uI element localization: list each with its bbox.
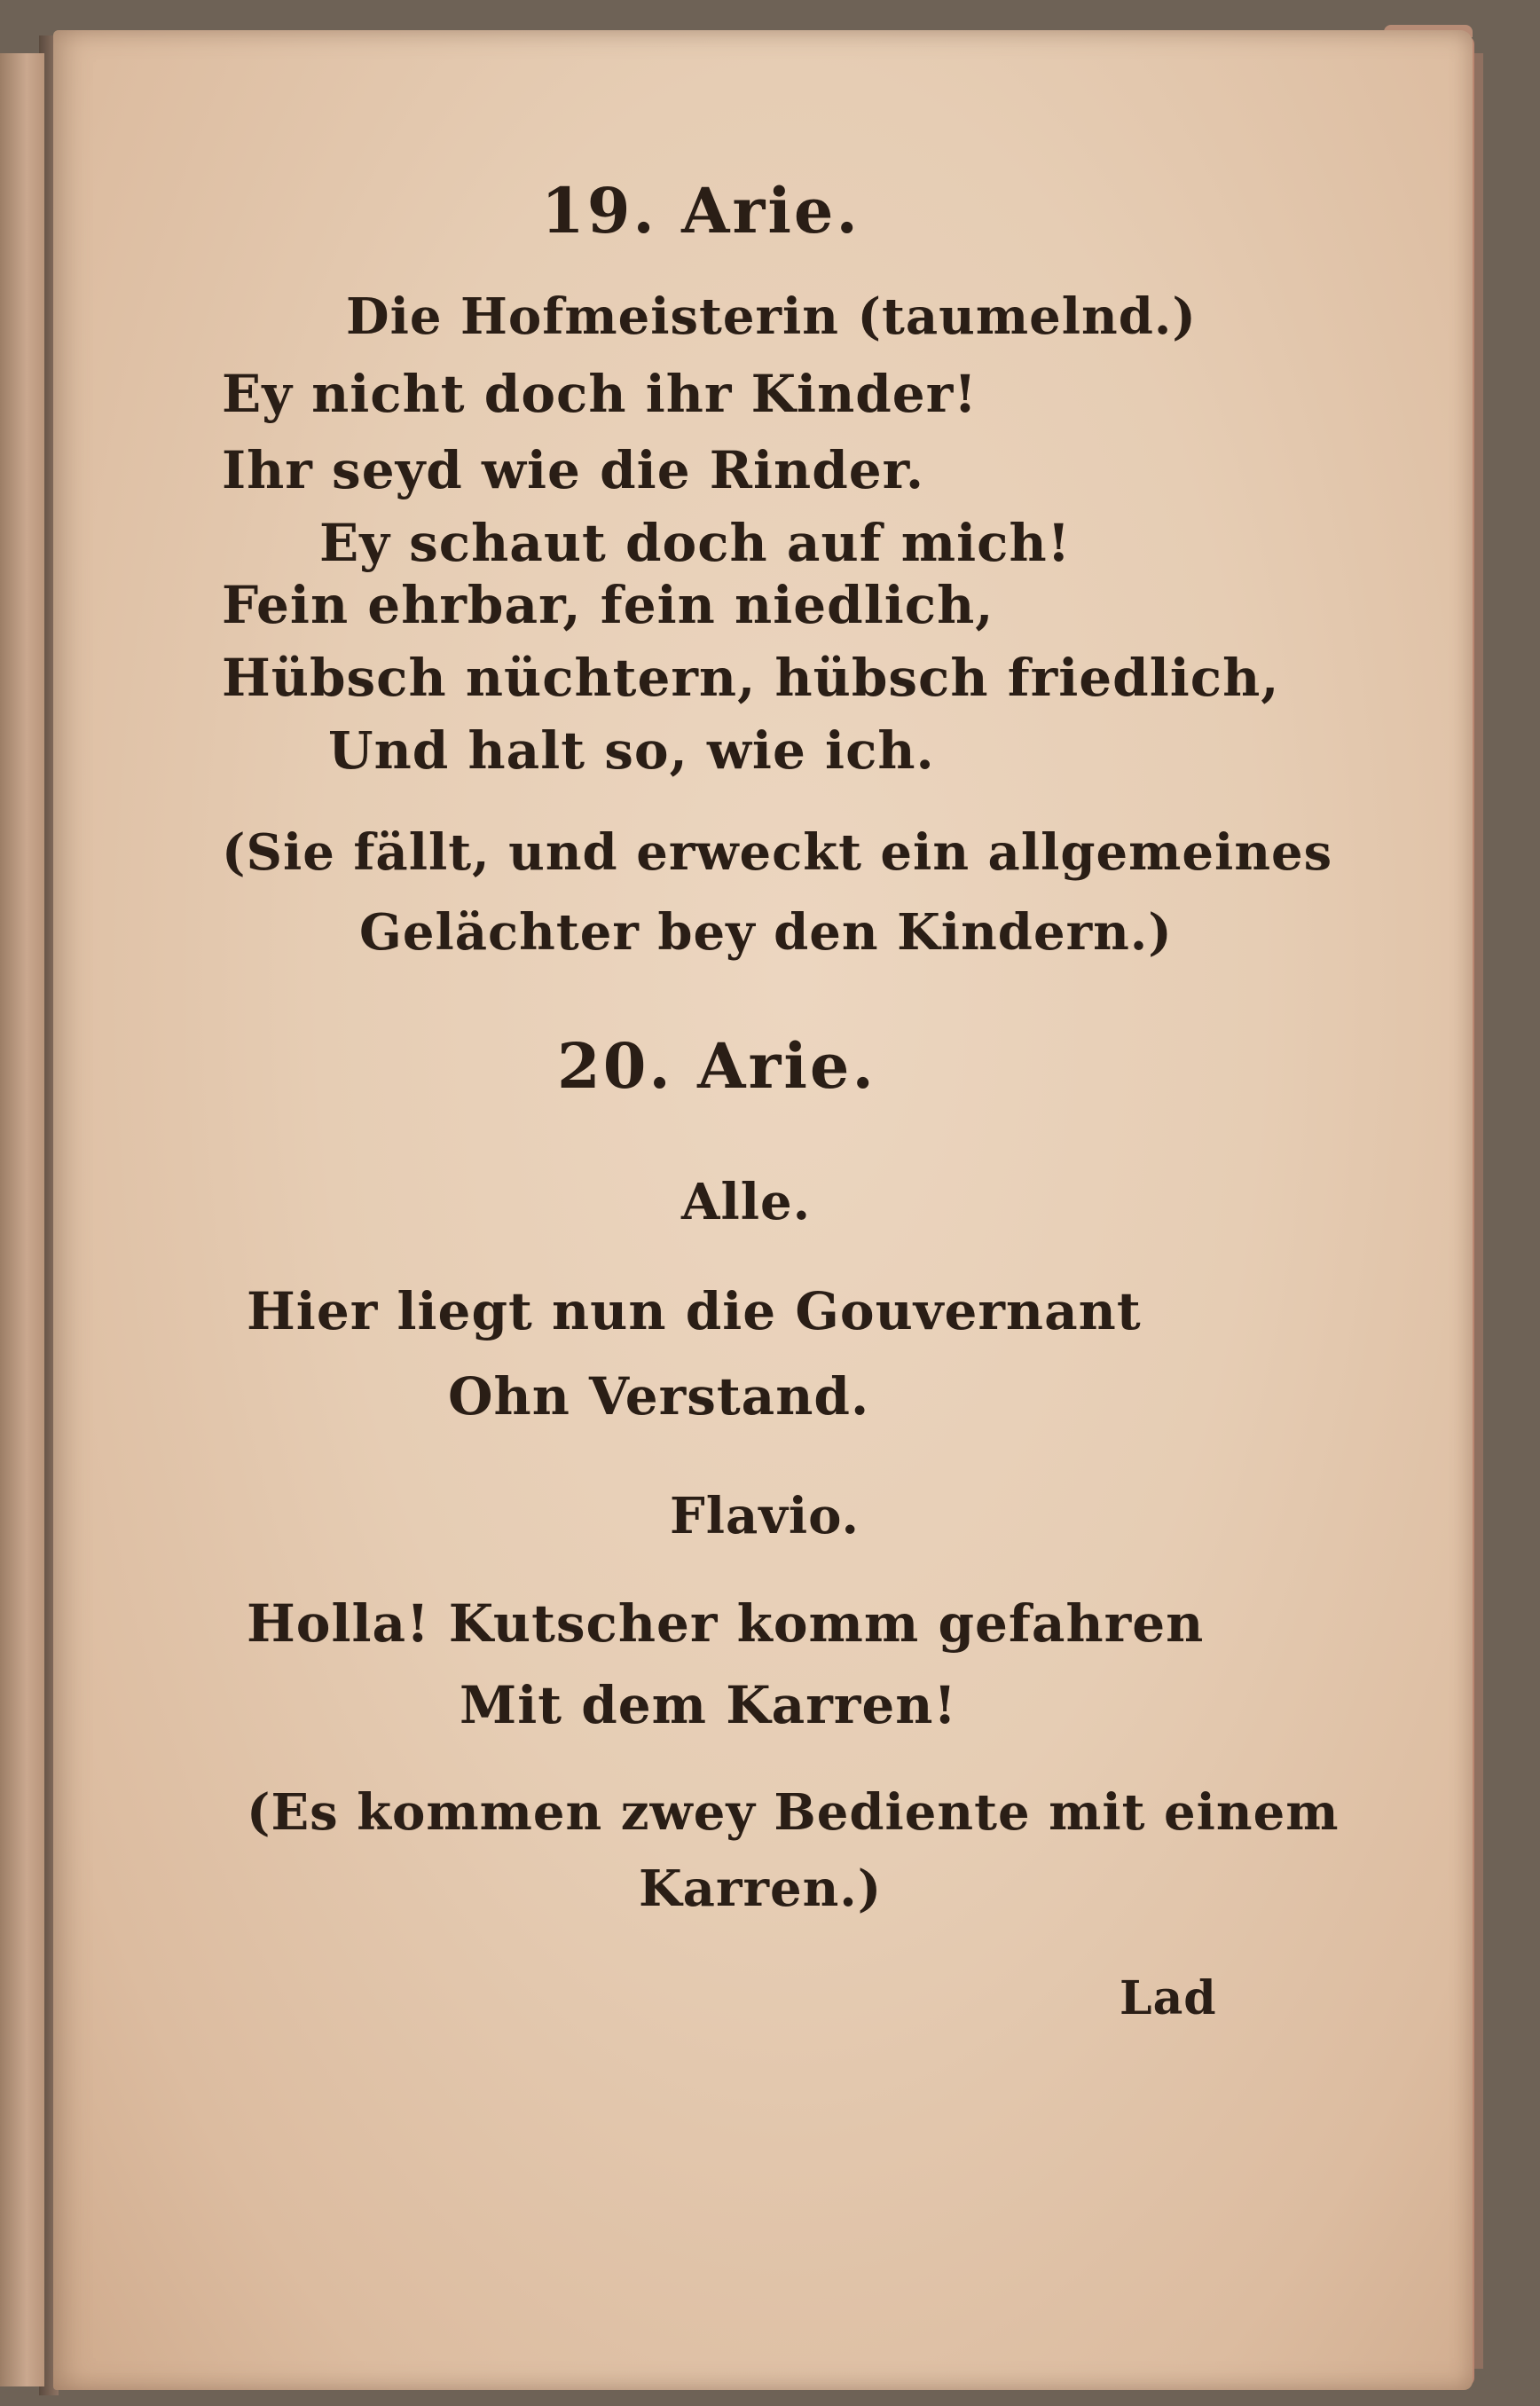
verse-line: Und halt so, wie ich.	[328, 720, 935, 781]
aria-19-speaker: Die Hofmeisterin (taumelnd.)	[346, 287, 1197, 346]
verse-line: Hier liegt nun die Gouvernant	[247, 1281, 1142, 1341]
stage-direction: Karren.)	[639, 1860, 883, 1918]
verse-line: Hübsch nüchtern, hübsch friedlich,	[222, 648, 1280, 708]
aria-20-speaker-flavio: Flavio.	[670, 1487, 860, 1545]
verse-line: Mit dem Karren!	[460, 1675, 957, 1735]
stage-direction: (Es kommen zwey Bediente mit einem	[247, 1783, 1340, 1842]
aria-20-speaker-alle: Alle.	[681, 1173, 812, 1231]
verse-line: Ey schaut doch auf mich!	[319, 513, 1072, 573]
verse-line: Ey nicht doch ihr Kinder!	[222, 364, 978, 424]
verse-line: Ohn Verstand.	[448, 1366, 870, 1427]
verse-line: Ihr seyd wie die Rinder.	[222, 440, 925, 500]
aria-20-heading: 20. Arie.	[557, 1029, 876, 1103]
verse-line: Fein ehrbar, fein niedlich,	[222, 575, 994, 635]
stage-direction: (Sie fällt, und erweckt ein allgemeines	[222, 823, 1333, 882]
book-cover-edge	[1474, 53, 1483, 2369]
aria-19-heading: 19. Arie.	[541, 174, 860, 248]
catchword: Lad	[1120, 1971, 1217, 2025]
verse-line: Holla! Kutscher komm gefahren	[247, 1593, 1205, 1654]
facing-page-edge	[0, 53, 44, 2386]
stage-direction: Gelächter bey den Kindern.)	[359, 903, 1173, 962]
